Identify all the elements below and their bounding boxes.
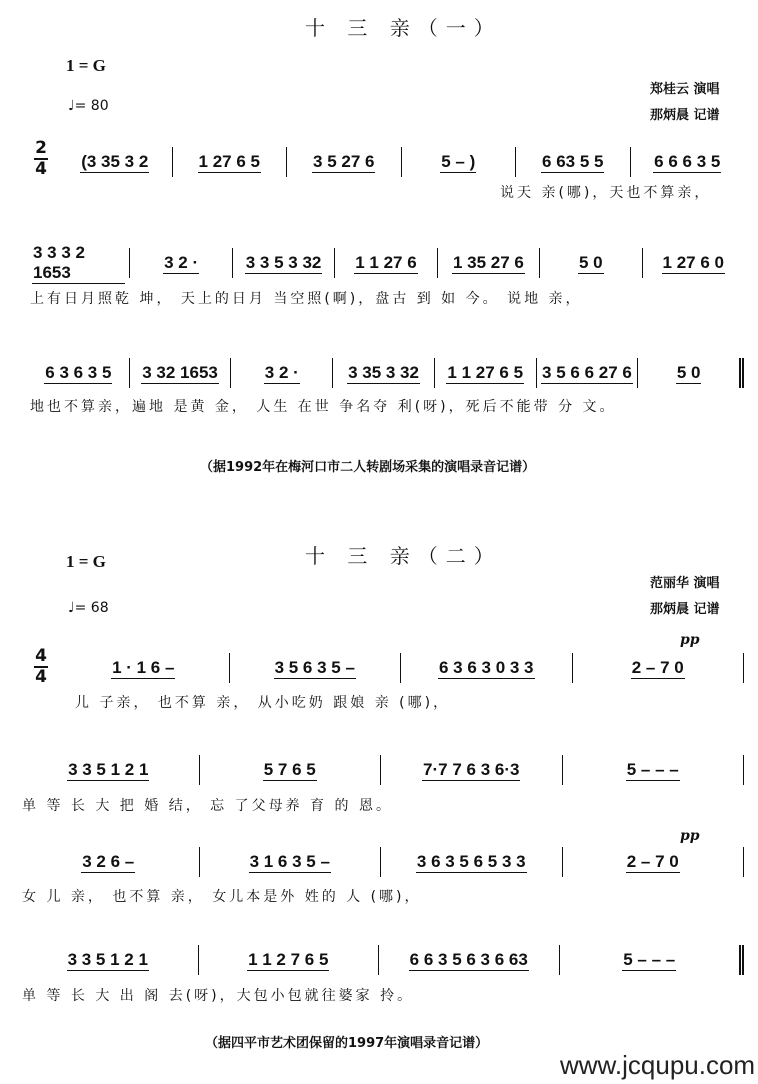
watermark: www.jcqupu.com	[560, 1050, 756, 1080]
measure-notes: 5 – – –	[623, 949, 676, 969]
measure-notes: 1 35 27 6	[452, 252, 524, 272]
measure	[516, 147, 631, 177]
song1-staff-3	[28, 358, 744, 388]
song1-transcriber: 那炳晨 记谱	[650, 108, 720, 123]
measure-notes: 3 6 3 5 6 5 3 3	[416, 851, 526, 871]
measure-notes: 6 3 6 3 5	[45, 362, 112, 382]
dynamic-pp-2: pp	[680, 828, 700, 844]
measure	[402, 147, 517, 177]
measure	[537, 358, 639, 388]
song2-time-signature	[34, 648, 48, 686]
measure	[540, 248, 642, 278]
measure	[333, 358, 435, 388]
measure	[58, 653, 230, 683]
measure	[200, 847, 382, 877]
ts-top: 2	[35, 138, 47, 158]
measure	[379, 945, 560, 975]
measure-notes: 3 3 5 1 2 1	[67, 949, 148, 969]
measure-notes: (3 35 3 2	[81, 151, 149, 171]
song2-staff-3	[18, 847, 744, 877]
measure-notes: 5 – – –	[626, 759, 679, 779]
song2-singer: 范丽华 演唱	[650, 576, 720, 591]
measure	[18, 945, 199, 975]
song1-lyrics-1: 说天 亲(哪)，天也不算亲，	[500, 185, 712, 201]
measure-notes: 7·7 7 6 3 6·3	[423, 759, 520, 779]
ts-bottom: 4	[35, 667, 47, 687]
measure-notes: 3 35 3 32	[348, 362, 419, 382]
measure-notes: 3 32 1653	[142, 362, 218, 382]
measure	[287, 147, 402, 177]
measure-notes: 6 6 6 3 5	[654, 151, 721, 171]
measure-notes: 5 7 6 5	[263, 759, 316, 779]
measure-notes: 1 27 6 0	[662, 252, 724, 272]
measure-notes: 3 5 6 3 5 –	[274, 657, 355, 677]
song1-staff-1	[58, 147, 744, 177]
measure-notes: 1 1 2 7 6 5	[248, 949, 329, 969]
measure-notes: 3 2 ·	[264, 362, 299, 382]
measure-notes: 3 3 5 1 2 1	[68, 759, 149, 779]
measure	[230, 653, 402, 683]
ts-bottom: 4	[35, 159, 47, 179]
measure	[563, 847, 745, 877]
measure	[643, 248, 744, 278]
measure	[231, 358, 333, 388]
measure-notes: 5 – )	[441, 151, 476, 171]
measure-notes: 1 · 1 6 –	[112, 657, 175, 677]
measure	[18, 755, 200, 785]
song2-tempo: ♩= 68	[68, 600, 109, 616]
song1-staff-2	[28, 242, 744, 282]
song1-title: 十 三 亲（一）	[305, 16, 502, 40]
measure	[573, 653, 745, 683]
measure	[401, 653, 573, 683]
song2-title: 十 三 亲（二）	[305, 544, 502, 568]
song2-staff-4	[18, 945, 744, 975]
measure-notes: 5 0	[579, 252, 603, 272]
measure	[381, 847, 563, 877]
measure	[130, 248, 232, 278]
song2-key: 1 = G	[66, 552, 106, 571]
measure	[18, 847, 200, 877]
measure	[563, 755, 745, 785]
measure	[233, 248, 335, 278]
dynamic-pp-1: pp	[680, 632, 700, 648]
measure	[435, 358, 537, 388]
measure	[28, 358, 130, 388]
song1-tempo: ♩= 80	[68, 98, 109, 114]
song2-lyrics-3: 女 儿 亲， 也不算 亲， 女儿本是外 姓的 人 (哪)，	[22, 889, 422, 905]
measure	[200, 755, 382, 785]
measure-notes: 3 2 ·	[164, 252, 199, 272]
measure	[560, 945, 745, 975]
song2-transcriber: 那炳晨 记谱	[650, 602, 720, 617]
song1-lyrics-2: 上有日月照乾 坤， 天上的日月 当空照(啊)，盘古 到 如 今。 说地 亲，	[30, 291, 583, 307]
measure-notes: 3 5 6 6 27 6	[542, 362, 632, 382]
measure-notes: 1 1 27 6	[355, 252, 417, 272]
measure	[631, 147, 745, 177]
measure	[173, 147, 288, 177]
measure-notes: 3 5 27 6	[313, 151, 375, 171]
measure	[199, 945, 380, 975]
measure	[58, 147, 173, 177]
measure	[335, 248, 437, 278]
measure	[438, 248, 540, 278]
ts-top: 4	[35, 646, 47, 666]
measure-notes: 3 3 3 2 1653	[32, 243, 125, 284]
song2-staff-2	[18, 755, 744, 785]
measure-notes: 1 1 27 6 5	[447, 362, 524, 382]
song1-time-signature	[34, 140, 48, 178]
song1-singer: 郑桂云 演唱	[650, 82, 720, 97]
measure-notes: 5 0	[676, 362, 701, 382]
measure-notes: 2 – 7 0	[626, 851, 679, 871]
song1-key: 1 = G	[66, 56, 106, 75]
song2-lyrics-4: 单 等 长 大 出 阁 去(呀)，大包小包就往婆家 拎。	[22, 988, 415, 1004]
song2-lyrics-2: 单 等 长 大 把 婚 结， 忘 了父母养 育 的 恩。	[22, 798, 393, 814]
measure	[130, 358, 232, 388]
measure-notes: 3 2 6 –	[82, 851, 135, 871]
song1-source-note: （据1992年在梅河口市二人转剧场采集的演唱录音记谱）	[200, 460, 536, 475]
song2-lyrics-1: 儿 子亲， 也不算 亲， 从小吃奶 跟娘 亲 (哪)，	[75, 695, 451, 711]
measure	[381, 755, 563, 785]
measure-notes: 1 27 6 5	[198, 151, 260, 171]
song1-lyrics-3: 地也不算亲，遍地 是黄 金， 人生 在世 争名夺 利(呀)，死后不能带 分 文。	[30, 399, 617, 415]
song2-staff-1	[58, 653, 744, 683]
measure-notes: 6 6 3 5 6 3 6 63	[409, 949, 528, 969]
measure	[28, 242, 130, 282]
measure	[638, 358, 744, 388]
song2-source-note: （据四平市艺术团保留的1997年演唱录音记谱）	[205, 1036, 489, 1051]
measure-notes: 3 1 6 3 5 –	[249, 851, 330, 871]
measure-notes: 2 – 7 0	[631, 657, 684, 677]
measure-notes: 3 3 5 3 32	[245, 252, 322, 272]
measure-notes: 6 63 5 5	[542, 151, 604, 171]
measure-notes: 6 3 6 3 0 3 3	[438, 657, 534, 677]
